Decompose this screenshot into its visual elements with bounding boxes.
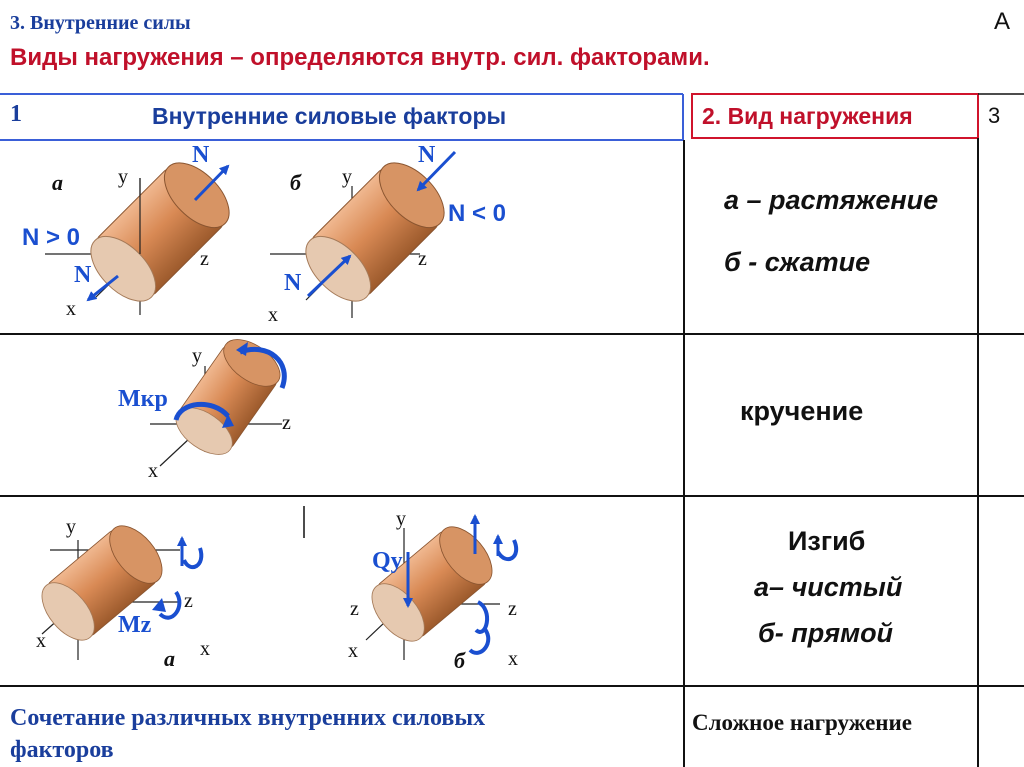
label-b: б	[290, 170, 301, 195]
axis-z-bend-b-left: z	[350, 598, 359, 620]
force-n-a-bottom: N	[74, 262, 92, 288]
combined-factors-line2: факторов	[10, 737, 114, 763]
moment-mz-label: Mz	[118, 612, 152, 638]
page-subtitle: Виды нагружения – определяются внутр. сил. факторами.	[10, 44, 710, 71]
axis-x-torsion: x	[148, 460, 158, 482]
label-bend-a: а	[164, 646, 175, 671]
axis-x-bend-b: x	[348, 640, 358, 662]
axis-x-a: x	[66, 298, 76, 320]
axis-z-b: z	[418, 248, 427, 270]
label-bend-b: б	[454, 648, 465, 673]
type-compression	[724, 247, 870, 278]
force-n-b-bottom: N	[284, 270, 302, 296]
col3-number: 3	[988, 103, 1001, 128]
axis-z-a: z	[200, 248, 209, 270]
axis-x-bend-a: x	[36, 630, 46, 652]
type-compression-text: б - сжатие	[724, 247, 871, 277]
type-bending-pure	[754, 572, 902, 603]
axis-x2-bend-b: x	[508, 648, 518, 670]
axis-y-bend-b: y	[396, 508, 406, 530]
col1-number: 1	[10, 101, 22, 127]
corner-letter: А	[994, 8, 1011, 35]
force-n-a-top: N	[192, 142, 210, 168]
type-bending-transverse	[758, 618, 893, 649]
force-n-b-top: N	[418, 142, 436, 168]
section-title: 3. Внутренние силы	[10, 12, 191, 34]
axis-y-torsion: y	[192, 345, 202, 367]
torque-label: Мкр	[118, 386, 168, 412]
cylinder-bending-transverse	[362, 516, 516, 660]
label-a: а	[52, 170, 63, 195]
axis-z-bend-b: z	[508, 598, 517, 620]
type-tension-text: а – растяжение	[724, 185, 939, 215]
axis-x-b: x	[268, 304, 278, 326]
axis-x2-bend-a: x	[200, 638, 210, 660]
cylinder-torsion	[150, 330, 288, 466]
col2-title: 2. Вид нагружения	[702, 103, 913, 129]
type-bending-title: Изгиб	[788, 526, 866, 556]
combined-factors-text	[10, 702, 650, 766]
axis-y-a: y	[118, 166, 128, 188]
combined-factors-line1: Сочетание различных внутренних силовых	[10, 705, 486, 731]
type-bending-pure-text: а– чистый	[754, 572, 903, 602]
axis-y-bend-a: y	[66, 516, 76, 538]
shear-qy-label: Qy	[372, 548, 403, 574]
cylinder-bending-pure	[32, 517, 201, 660]
axis-z-torsion: z	[282, 412, 291, 434]
type-torsion: кручение	[740, 396, 864, 426]
axis-y-b: y	[342, 166, 352, 188]
complex-loading: Сложное нагружение	[692, 710, 913, 735]
n-less-zero: N < 0	[448, 200, 507, 227]
col1-title: Внутренние силовые факторы	[152, 103, 507, 129]
type-bending-transverse-text: б- прямой	[758, 618, 894, 648]
n-greater-zero: N > 0	[22, 224, 81, 251]
type-tension	[724, 185, 938, 216]
axis-z-bend-a: z	[184, 590, 193, 612]
